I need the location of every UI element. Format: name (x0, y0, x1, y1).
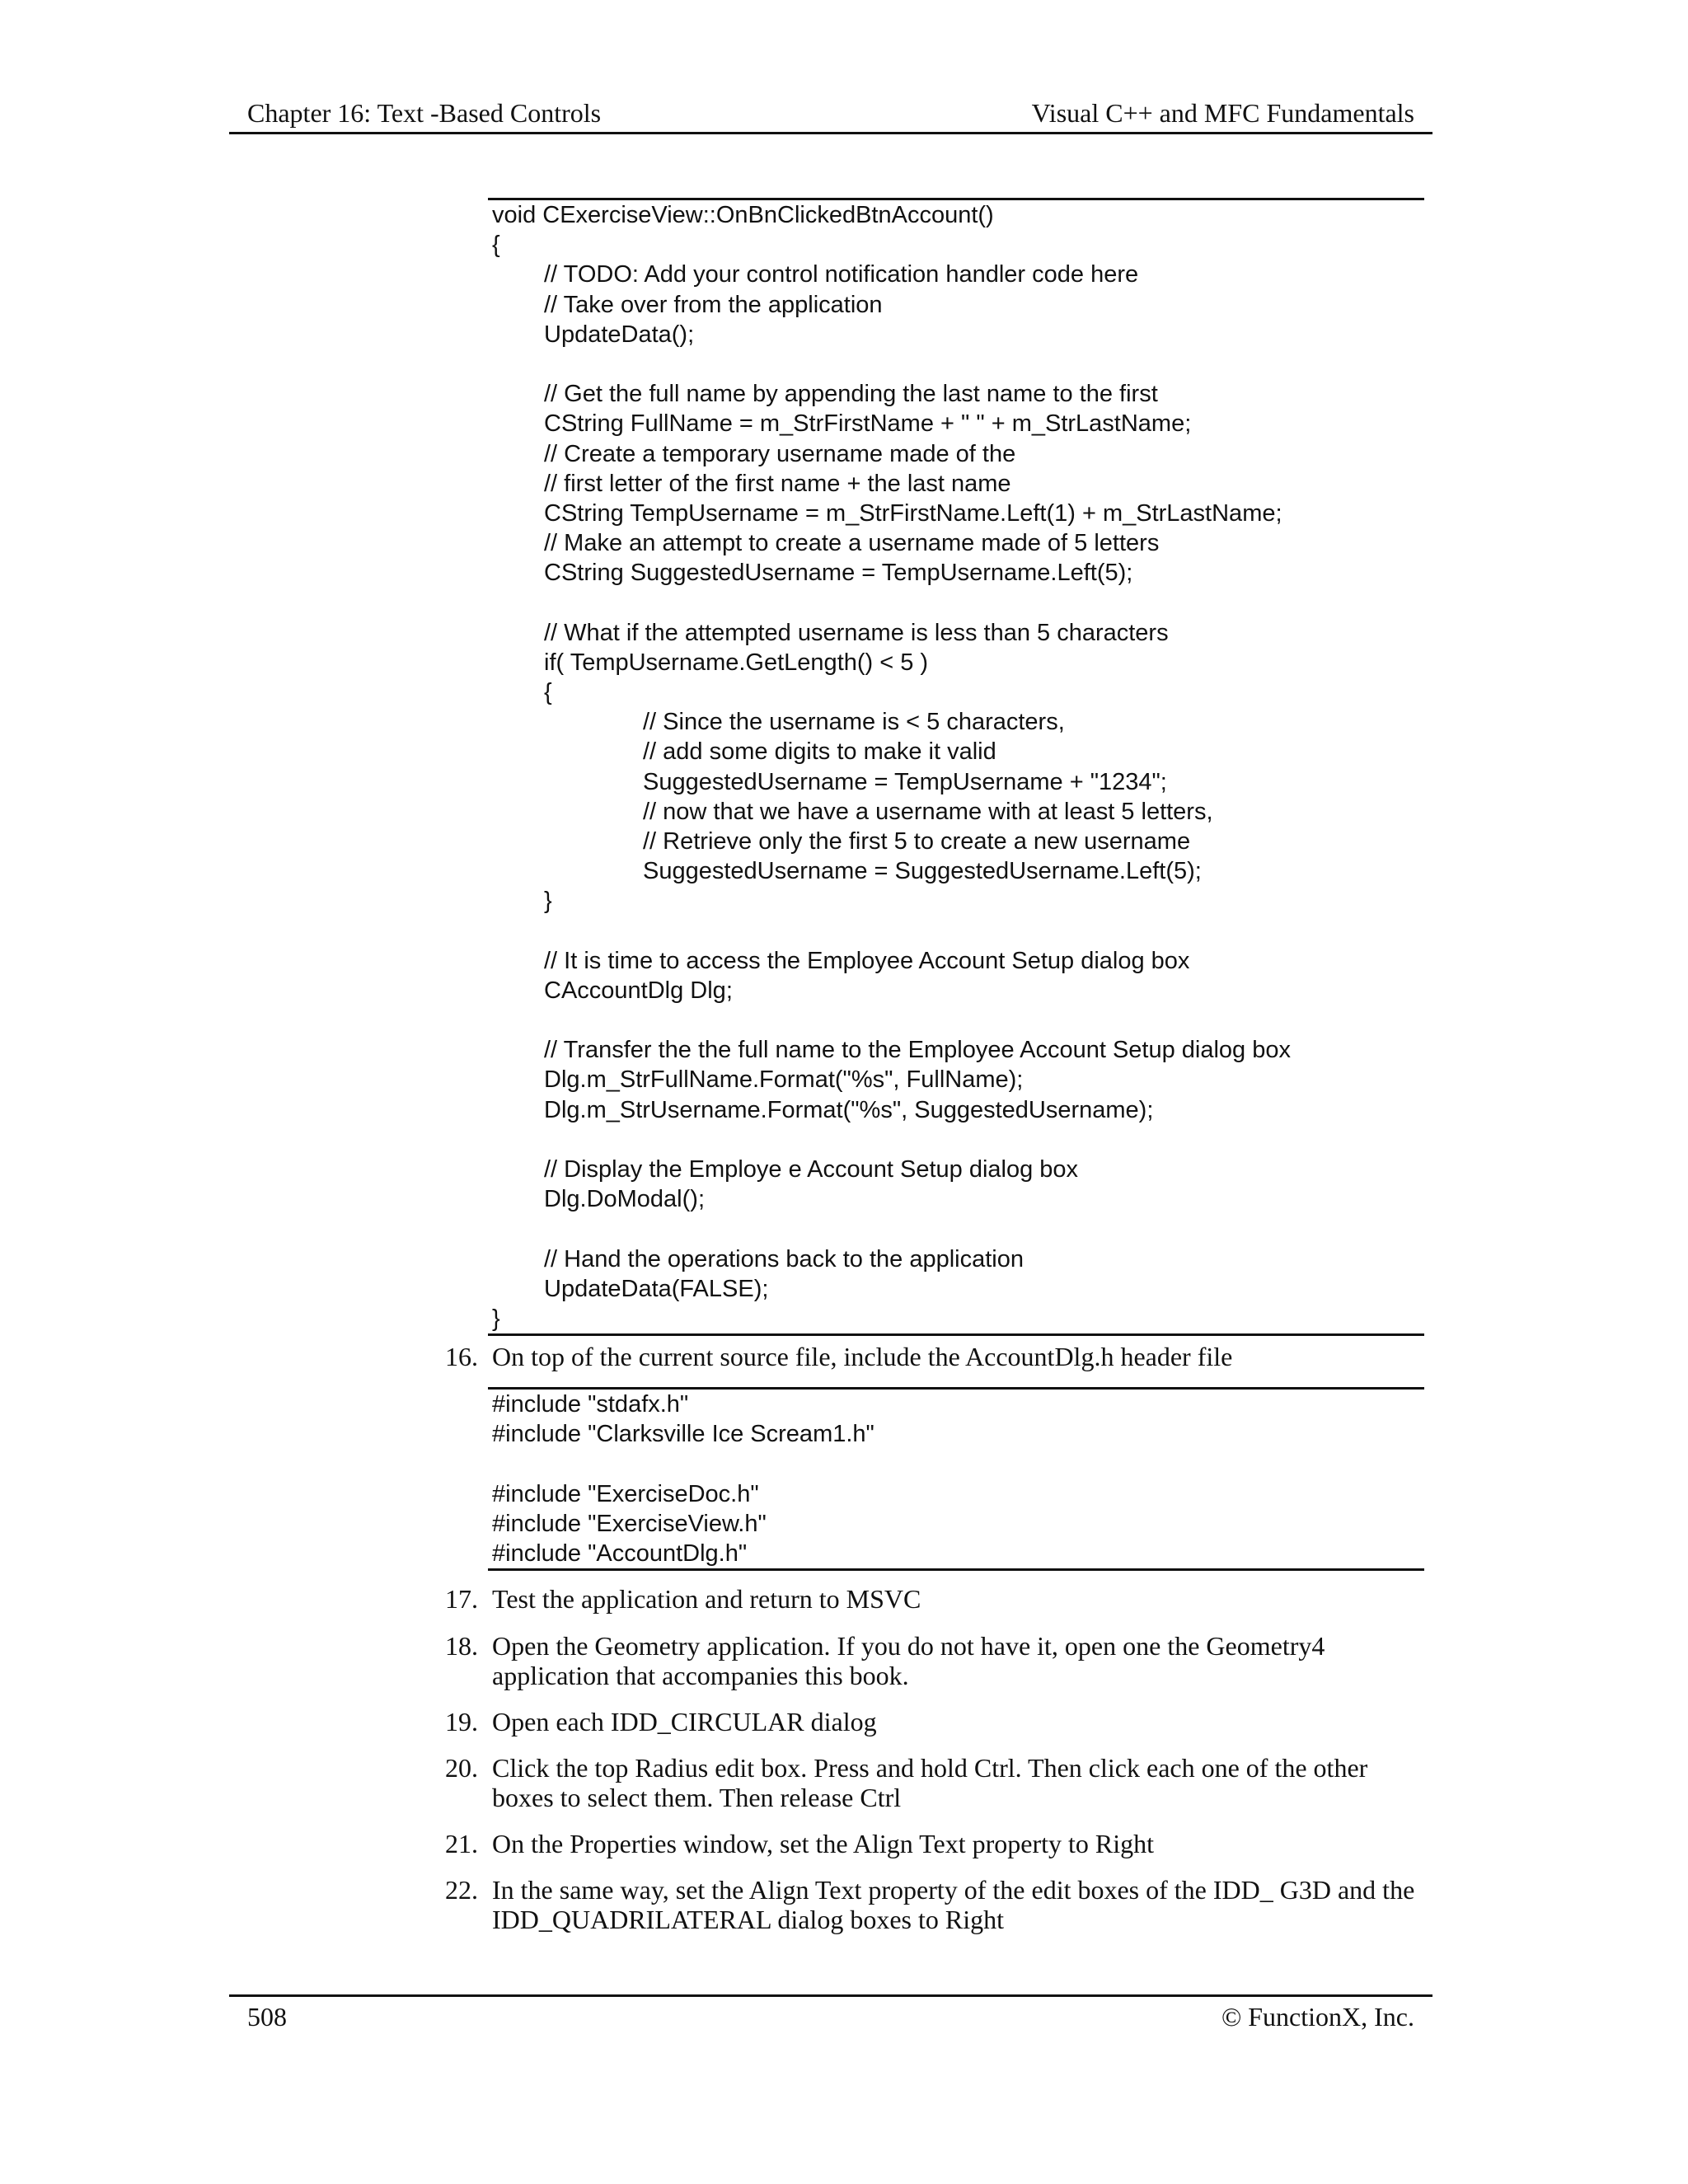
code-line: SuggestedUsername = TempUsername + "1234"; (643, 768, 1167, 795)
code-line: UpdateData(); (544, 321, 695, 348)
step-19 (437, 1707, 1434, 1736)
step-text: Open the Geometry application. If you do not have it, open one the Geometry4 application that accompanies this book. (492, 1631, 1325, 1690)
chapter-title: Chapter 16: Text -Based Controls (247, 98, 602, 128)
code-line: // Display the Employe e Account Setup dialog box (544, 1156, 1079, 1183)
code-listing-onbnclicked (488, 198, 1424, 1336)
code-line (488, 1005, 1424, 1035)
step-number: 18. (445, 1631, 478, 1661)
code-line: // add some digits to make it valid (643, 738, 996, 766)
code-line: // What if the attempted username is less than 5 characters (544, 619, 1169, 646)
code-line: } (492, 1305, 500, 1332)
step-21 (437, 1829, 1434, 1858)
code-line: // TODO: Add your control notification handler code here (544, 261, 1139, 288)
book-title: Visual C++ and MFC Fundamentals (1031, 98, 1414, 128)
step-20 (437, 1753, 1434, 1812)
code-line: // Retrieve only the first 5 to create a new username (643, 827, 1191, 855)
code-line: #include "stdafx.h" (492, 1391, 689, 1418)
code-line: // Make an attempt to create a username made of 5 letters (544, 530, 1160, 557)
code-line: Dlg.DoModal(); (544, 1186, 705, 1213)
step-number: 17. (445, 1584, 478, 1614)
code-line (488, 1449, 1424, 1479)
code-line: CAccountDlg Dlg; (544, 977, 733, 1004)
code-line: UpdateData(FALSE); (544, 1275, 769, 1302)
step-number: 19. (445, 1707, 478, 1736)
code-line: { (544, 679, 552, 705)
code-line: CString TempUsername = m_StrFirstName.Left(1) + m_StrLastName; (544, 499, 1282, 527)
code-line: void CExerciseView::OnBnClickedBtnAccount() (492, 202, 994, 228)
code-line: SuggestedUsername = SuggestedUsername.Left(5); (643, 858, 1202, 885)
code-line: // Get the full name by appending the last name to the first (544, 381, 1158, 408)
step-number: 20. (445, 1753, 478, 1783)
step-text: On top of the current source file, include the AccountDlg.h header file (492, 1342, 1233, 1371)
step-17 (437, 1584, 1434, 1614)
code-line: Dlg.m_StrUsername.Format("%s", SuggestedUsername); (544, 1096, 1154, 1123)
code-line: if( TempUsername.GetLength() < 5 ) (544, 649, 929, 676)
code-line: { (492, 232, 500, 259)
code-line (488, 1214, 1424, 1244)
code-line (488, 588, 1424, 617)
code-line (488, 1125, 1424, 1155)
code-line: // now that we have a username with at least 5 letters, (643, 798, 1213, 825)
code-line: // Transfer the the full name to the Employee Account Setup dialog box (544, 1037, 1291, 1064)
code-line (488, 916, 1424, 946)
code-line: CString SuggestedUsername = TempUsername.Left(5); (544, 560, 1133, 587)
code-line: #include "AccountDlg.h" (492, 1540, 748, 1567)
code-line: #include "ExerciseDoc.h" (492, 1480, 759, 1507)
code-line: // Take over from the application (544, 291, 883, 318)
step-text: Click the top Radius edit box. Press and hold Ctrl. Then click each one of the other boxes to select them. Then release Ctrl (492, 1753, 1368, 1812)
code-line: // Since the username is < 5 characters, (643, 709, 1065, 736)
page-header (229, 97, 1432, 134)
page-footer (229, 1994, 1432, 2032)
step-number: 22. (445, 1875, 478, 1905)
step-number: 16. (445, 1342, 478, 1371)
step-text: On the Properties window, set the Align Text property to Right (492, 1829, 1154, 1858)
page-number: 508 (247, 2002, 287, 2032)
step-number: 21. (445, 1829, 478, 1858)
step-text: Open each IDD_CIRCULAR dialog (492, 1707, 877, 1736)
code-line: } (544, 888, 552, 915)
step-16 (437, 1342, 1434, 1371)
code-line: // first letter of the first name + the last name (544, 470, 1011, 497)
step-text: In the same way, set the Align Text property of the edit boxes of the IDD_ G3D and the IDD_QUADRILATERAL dialog boxes to Right (492, 1875, 1415, 1934)
step-22 (437, 1875, 1434, 1934)
code-line: #include "ExerciseView.h" (492, 1510, 767, 1537)
code-line: Dlg.m_StrFullName.Format("%s", FullName); (544, 1066, 1024, 1094)
code-line: // Hand the operations back to the application (544, 1245, 1024, 1272)
code-line: CString FullName = m_StrFirstName + " " + m_StrLastName; (544, 410, 1192, 438)
code-listing-includes (488, 1387, 1424, 1571)
code-line: #include "Clarksville Ice Scream1.h" (492, 1421, 874, 1448)
step-text: Test the application and return to MSVC (492, 1584, 921, 1614)
step-18 (437, 1631, 1434, 1690)
code-line: // It is time to access the Employee Account Setup dialog box (544, 947, 1190, 974)
code-line (488, 349, 1424, 379)
copyright: © FunctionX, Inc. (1221, 2002, 1414, 2032)
code-line: // Create a temporary username made of the (544, 440, 1016, 467)
